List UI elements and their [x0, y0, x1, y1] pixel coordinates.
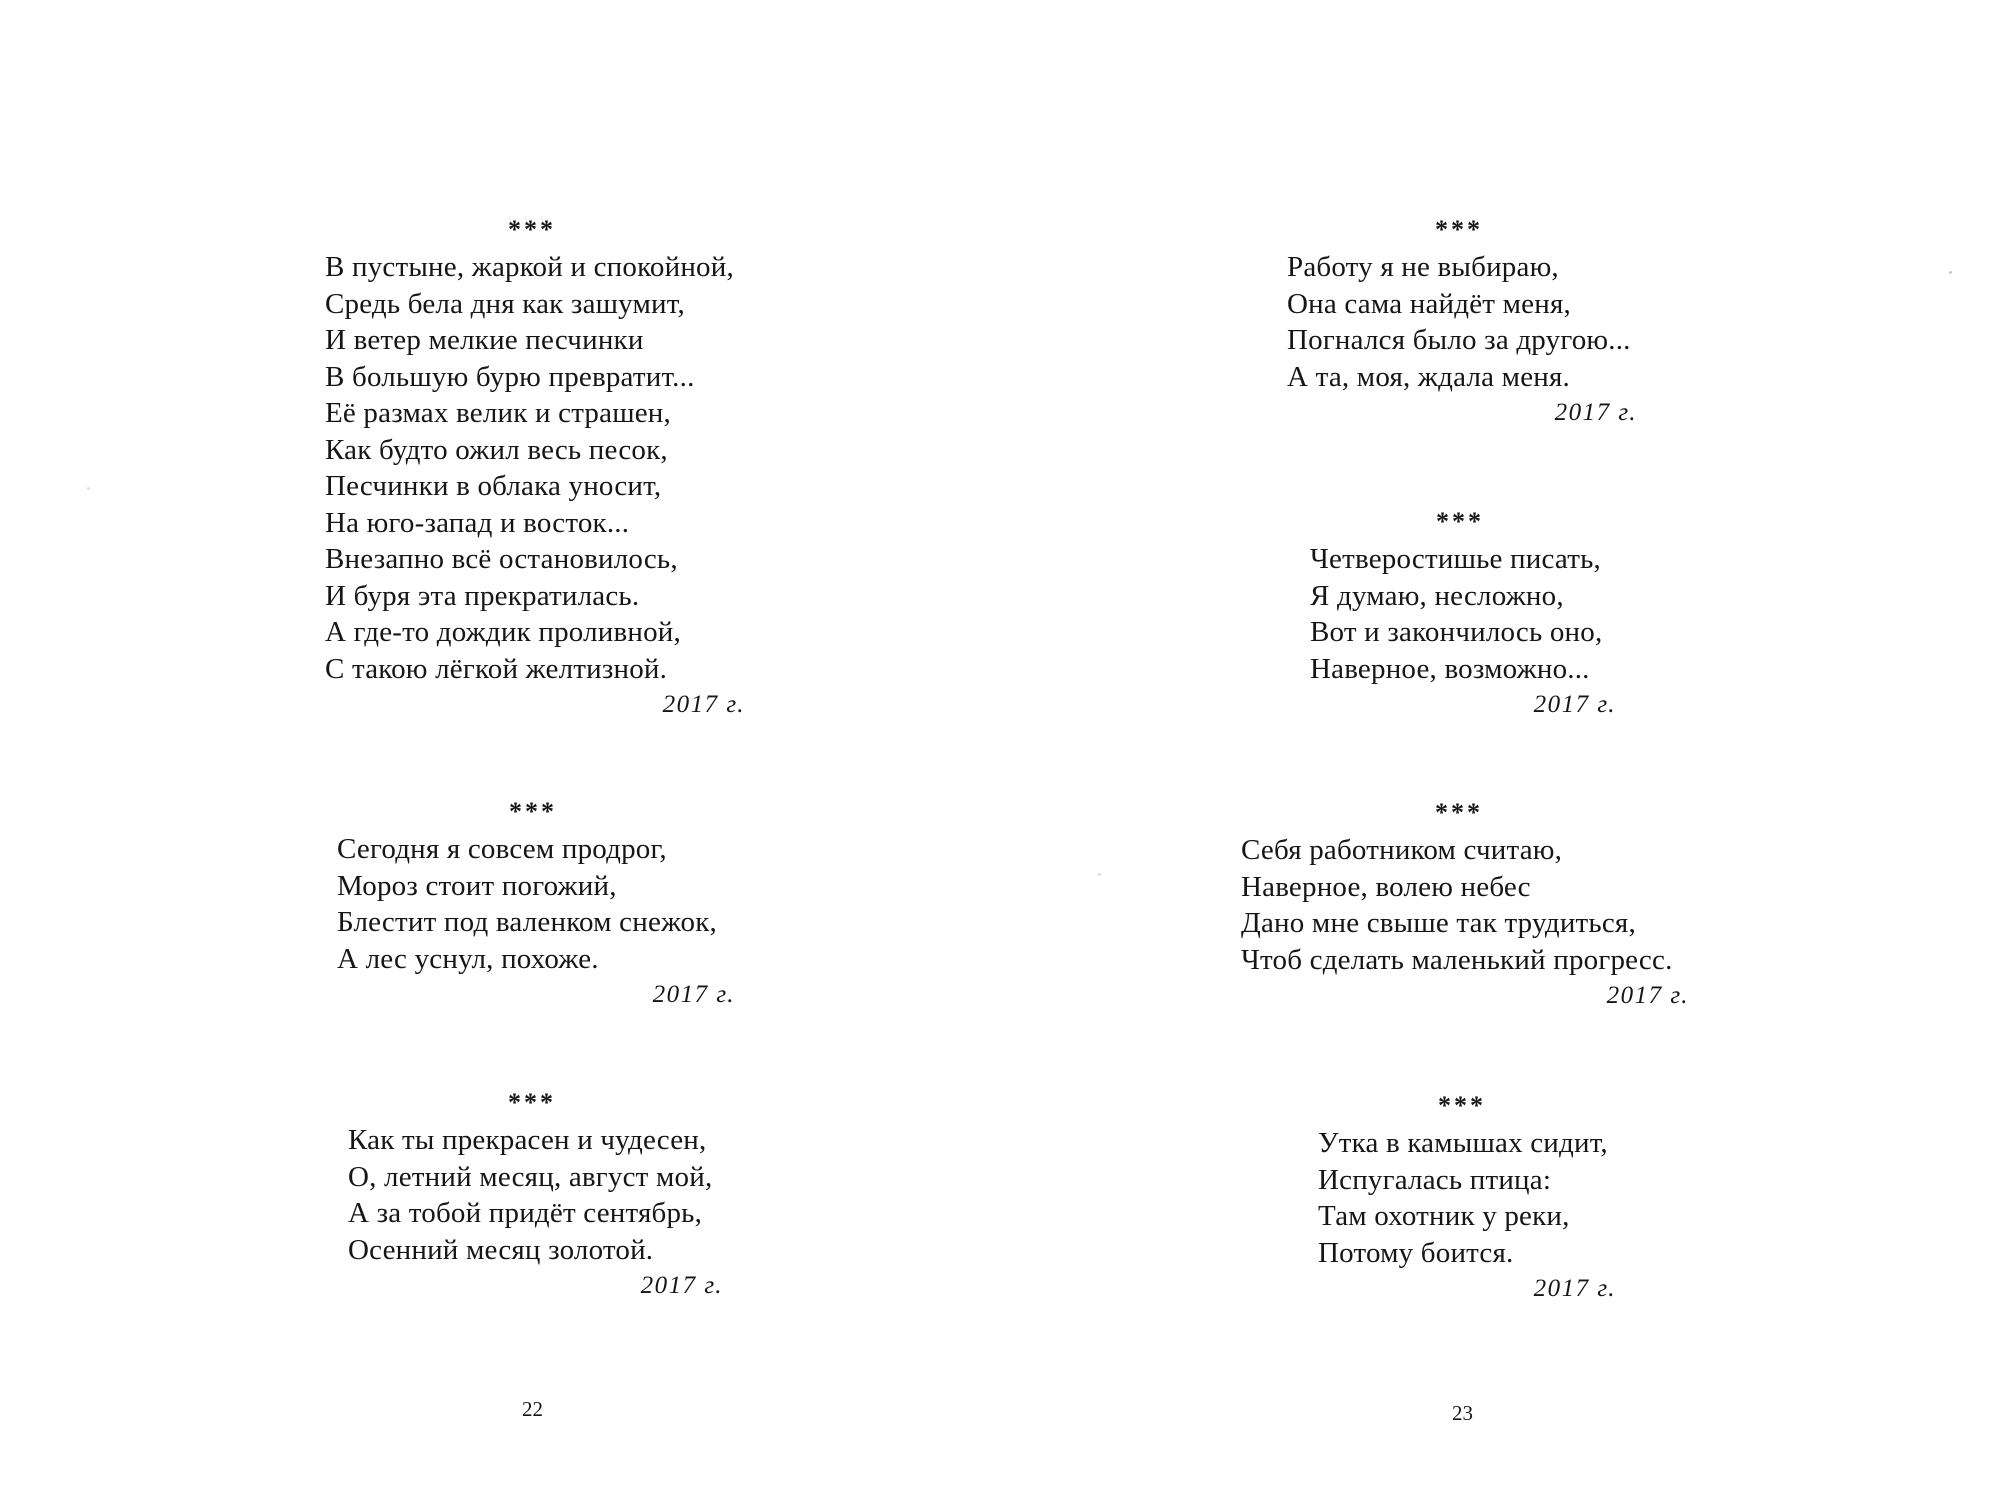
- poem-date: 2017 г.: [652, 981, 735, 1008]
- poem-line: В большую бурю превратит...: [325, 360, 695, 393]
- poem-line: А та, моя, ждала меня.: [1287, 360, 1570, 393]
- poem-line: Утка в камышах сидит,: [1318, 1127, 1608, 1159]
- poem-line: Чтоб сделать маленький прогресс.: [1241, 943, 1673, 976]
- poem-line: И буря эта прекратилась.: [325, 579, 640, 612]
- poem-line: А лес уснул, похоже.: [337, 942, 599, 975]
- poem-line: А где-то дождик проливной,: [325, 616, 681, 648]
- poem-line: Мороз стоит погожий,: [337, 869, 617, 902]
- poem-line: И ветер мелкие песчинки: [325, 324, 644, 356]
- poem: [337, 797, 735, 1013]
- poem-line: Испугалась птица:: [1318, 1163, 1552, 1196]
- poem: [325, 215, 745, 723]
- poem: [1310, 507, 1616, 723]
- poem-line: Блестит под валенком снежок,: [337, 906, 717, 938]
- poem-line: Как ты прекрасен и чудесен,: [348, 1124, 707, 1156]
- poem-line: Осенний месяц золотой.: [348, 1233, 654, 1266]
- poem-line: Как будто ожил весь песок,: [325, 433, 668, 466]
- scan-speck: [1098, 873, 1101, 876]
- poem-line: Потому боится.: [1318, 1236, 1514, 1269]
- poem: [1241, 798, 1689, 1014]
- poem-line: С такою лёгкой желтизной.: [325, 652, 668, 685]
- poem-line: Сегодня я совсем продрог,: [337, 833, 667, 865]
- scan-speck: [87, 487, 90, 490]
- separator-stars: ***: [1435, 798, 1483, 827]
- poem-line: Работу я не выбираю,: [1287, 251, 1559, 283]
- separator-stars: ***: [509, 797, 557, 826]
- poem-date: 2017 г.: [1554, 399, 1637, 426]
- page-number: 23: [1452, 1401, 1473, 1425]
- poem-line: Дано мне свыше так трудиться,: [1241, 907, 1636, 939]
- poem-line: Вот и закончилось оно,: [1310, 616, 1603, 648]
- poem-line: Четверостишье писать,: [1310, 543, 1601, 575]
- poem-line: Погнался было за другою...: [1287, 324, 1631, 356]
- scan-speck: [1949, 271, 1952, 274]
- poem-line: Средь бела дня как зашумит,: [325, 287, 685, 320]
- separator-stars: ***: [1436, 507, 1484, 536]
- separator-stars: ***: [1438, 1091, 1486, 1120]
- poem-line: Наверное, волею небес: [1241, 870, 1531, 903]
- poem-line: О, летний месяц, август мой,: [348, 1160, 713, 1193]
- poem-line: Я думаю, несложно,: [1310, 579, 1564, 612]
- poem-line: В пустыне, жаркой и спокойной,: [325, 251, 734, 283]
- poem: [1287, 215, 1637, 431]
- separator-stars: ***: [508, 1088, 556, 1117]
- poem-line: Песчинки в облака уносит,: [325, 470, 662, 502]
- poem-line: А за тобой придёт сентябрь,: [348, 1197, 703, 1229]
- poem-line: На юго-запад и восток...: [325, 506, 630, 539]
- poem-date: 2017 г.: [640, 1272, 723, 1299]
- poem-line: Себя работником считаю,: [1241, 834, 1563, 866]
- poem-line: Внезапно всё остановилось,: [325, 543, 678, 575]
- poem-line: Она сама найдёт меня,: [1287, 287, 1571, 320]
- poem-date: 2017 г.: [662, 691, 745, 718]
- poem: [1318, 1091, 1616, 1307]
- separator-stars: ***: [508, 215, 556, 244]
- poem-line: Её размах велик и страшен,: [325, 397, 671, 429]
- poem-line: Там охотник у реки,: [1318, 1200, 1570, 1232]
- poem-date: 2017 г.: [1533, 1275, 1616, 1302]
- separator-stars: ***: [1435, 215, 1483, 244]
- poem: [348, 1088, 723, 1304]
- poem-line: Наверное, возможно...: [1310, 652, 1590, 685]
- poem-date: 2017 г.: [1606, 982, 1689, 1009]
- page-number: 22: [522, 1397, 543, 1421]
- poem-date: 2017 г.: [1533, 691, 1616, 718]
